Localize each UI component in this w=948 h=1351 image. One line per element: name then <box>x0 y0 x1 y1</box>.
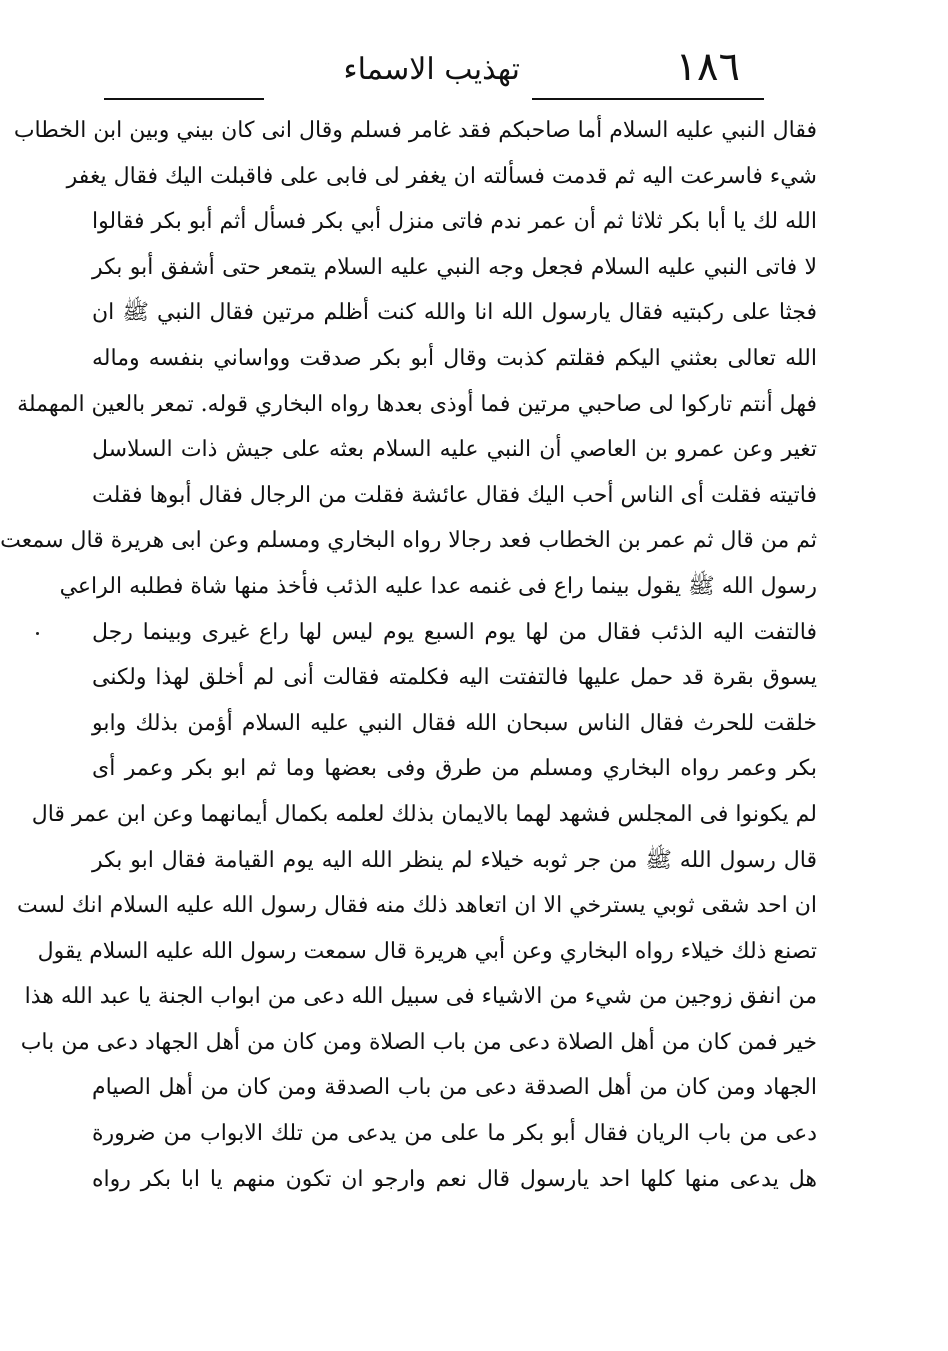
text-line: رسول الله ﷺ يقول بينما راع فى غنمه عدا عليه الذئب فأخذ منها شاة فطلبه الراعي <box>59 573 817 599</box>
page-header <box>100 38 820 98</box>
text-line: قال رسول الله ﷺ من جر ثوبه خيلاء لم ينظر الله اليه يوم القيامة فقال ابو بكر <box>92 847 817 873</box>
running-title: تهذيب الاسماء <box>343 52 520 87</box>
text-line: يسوق بقرة قد حمل عليها فالتفتت اليه فكلمته فقالت أنى لم أخلق لهذا ولكنى <box>92 665 817 691</box>
text-line: خلقت للحرث فقال الناس سبحان الله فقال النبي عليه السلام أؤمن بذلك وابو <box>92 710 817 736</box>
page-number: ١٨٦ <box>675 44 740 90</box>
text-line: بكر وعمر رواه البخاري ومسلم من طرق وفى بعضها وما ثم ابو بكر وعمر أى <box>92 756 817 782</box>
text-line: لم يكونوا فى المجلس فشهد لهما بالايمان بذلك لعلمه بكمال أيمانهما وعن ابن عمر قال <box>31 801 817 827</box>
text-line: الله تعالى بعثني اليكم فقلتم كذبت وقال أبو بكر صدقت وواساني بنفسه وماله <box>92 345 817 371</box>
text-line: ثم من قال ثم عمر بن الخطاب فعد رجالا رواه البخاري ومسلم وعن ابى هريرة قال سمعت <box>0 528 817 554</box>
text-line: فهل أنتم تاركوا لى صاحبي مرتين فما أوذى بعدها رواه البخاري قوله. تمعر بالعين المهملة <box>17 391 817 417</box>
text-line: فجثا على ركبتيه فقال يارسول الله انا والله كنت أظلم مرتين فقال النبي ﷺ ان <box>92 300 817 326</box>
text-line: هل يدعى منها كلها احد يارسول قال نعم وارجو ان تكون منهم يا ابا بكر رواه <box>92 1166 817 1192</box>
header-rule-right <box>532 98 764 100</box>
text-line: لا فاتى النبي عليه السلام فجعل وجه النبي عليه السلام يتمعر حتى أشفق أبو بكر <box>92 254 817 280</box>
text-line: فالتفت اليه الذئب فقال من لها يوم السبع يوم ليس لها راع غيرى وبينما رجل <box>92 619 817 645</box>
text-line: خير فمن كان من أهل الصلاة دعى من باب الصلاة ومن كان من أهل الجهاد دعى من باب <box>20 1029 817 1055</box>
text-line: الجهاد ومن كان من أهل الصدقة دعى من باب الصدقة ومن كان من أهل الصيام <box>92 1075 817 1101</box>
text-line: شيء فاسرعت اليه ثم قدمت فسألته ان يغفر لى فابى على فاقبلت اليك فقال يغفر <box>66 163 817 189</box>
body-text <box>0 108 817 1202</box>
text-line: دعى من باب الريان فقال أبو بكر ما على من يدعى من تلك الابواب من ضرورة <box>92 1121 817 1147</box>
text-line: ان احد شقى ثوبي يسترخي الا ان اتعاهد ذلك منه فقال رسول الله عليه السلام انك لست <box>17 893 817 919</box>
text-line: فاتيته فقلت أى الناس أحب اليك فقال عائشة فقلت من الرجال فقال أبوها فقلت <box>92 482 817 508</box>
text-line: تغير وعن عمرو بن العاصي أن النبي عليه السلام بعثه على جيش ذات السلاسل <box>92 437 817 463</box>
text-line: تصنع ذلك خيلاء رواه البخاري وعن أبي هريرة قال سمعت رسول الله عليه السلام يقول <box>37 938 817 964</box>
text-line: الله لك يا أبا بكر ثلاثا ثم أن عمر ندم فاتى منزل أبي بكر فسأل أثم أبو بكر فقالوا <box>91 209 817 235</box>
text-line: من انفق زوجين من شيء من الاشياء فى سبيل الله دعى من ابواب الجنة يا عبد الله هذا <box>24 984 817 1010</box>
text-line: فقال النبي عليه السلام أما صاحبكم فقد غامر فسلم وقال انى كان بيني وبين ابن الخطاب <box>13 118 817 143</box>
header-rule-left <box>104 98 264 100</box>
stray-ink-dot <box>36 632 39 635</box>
